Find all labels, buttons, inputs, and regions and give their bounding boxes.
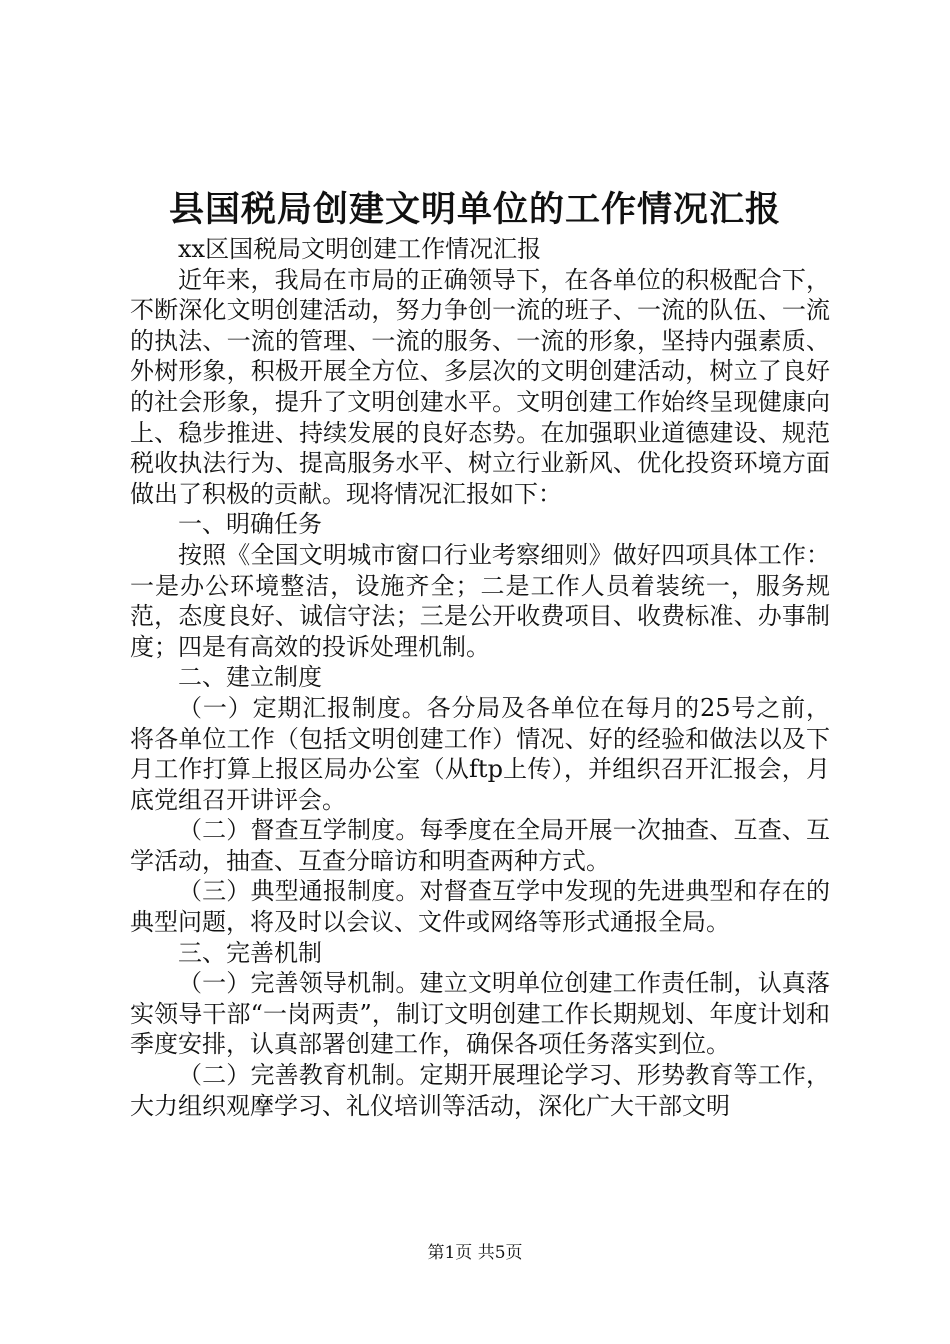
section-3-item-1: （一）完善领导机制。建立文明单位创建工作责任制，认真落实领导干部“一岗两责”，制订文明创建工作长期规划、年度计划和季度安排，认真部署创建工作，确保各项任务落实到位。: [130, 969, 830, 1059]
section-3-item-2: （二）完善教育机制。定期开展理论学习、形势教育等工作，大力组织观摩学习、礼仪培训等活动，深化广大干部文明: [130, 1061, 830, 1120]
page-footer: 第1页 共5页: [427, 1243, 523, 1263]
intro-paragraph: 近年来，我局在市局的正确领导下，在各单位的积极配合下，不断深化文明创建活动，努力争创一流的班子、一流的队伍、一流的执法、一流的管理、一流的服务、一流的形象，坚持内强素质、外树形象，积极开展全方位、多层次的文明创建活动，树立了良好的社会形象，提升了文明创建水平。文明创建工作始终呈现健康向上、稳步推进、持续发展的良好态势。在加强职业道德建设、规范税收执法行为、提高服务水平、树立行业新风、优化投资环境方面做出了积极的贡献。现将情况汇报如下：: [130, 265, 830, 508]
section-1-paragraph: 按照《全国文明城市窗口行业考察细则》做好四项具体工作：一是办公环境整洁，设施齐全；二是工作人员着装统一，服务规范，态度良好、诚信守法；三是公开收费项目、收费标准、办事制度；四是有高效的投诉处理机制。: [130, 540, 830, 661]
section-2-item-2: （二）督查互学制度。每季度在全局开展一次抽查、互查、互学活动，抽查、互查分暗访和明查两种方式。: [130, 816, 830, 875]
subtitle-paragraph: xx区国税局文明创建工作情况汇报: [178, 235, 542, 263]
section-heading-2: 二、建立制度: [178, 663, 322, 692]
section-heading-1: 一、明确任务: [178, 510, 322, 539]
section-2-item-1: （一）定期汇报制度。各分局及各单位在每月的25号之前，将各单位工作（包括文明创建工作）情况、好的经验和做法以及下月工作打算上报区局办公室（从ftp上传），并组织召开汇报会，月底党组召开讲评会。: [130, 693, 830, 814]
document-title: 县国税局创建文明单位的工作情况汇报: [168, 189, 781, 230]
section-2-item-3: （三）典型通报制度。对督查互学中发现的先进典型和存在的典型问题，将及时以会议、文件或网络等形式通报全局。: [130, 877, 830, 937]
section-heading-3: 三、完善机制: [178, 938, 322, 967]
document-body: [130, 234, 830, 1121]
